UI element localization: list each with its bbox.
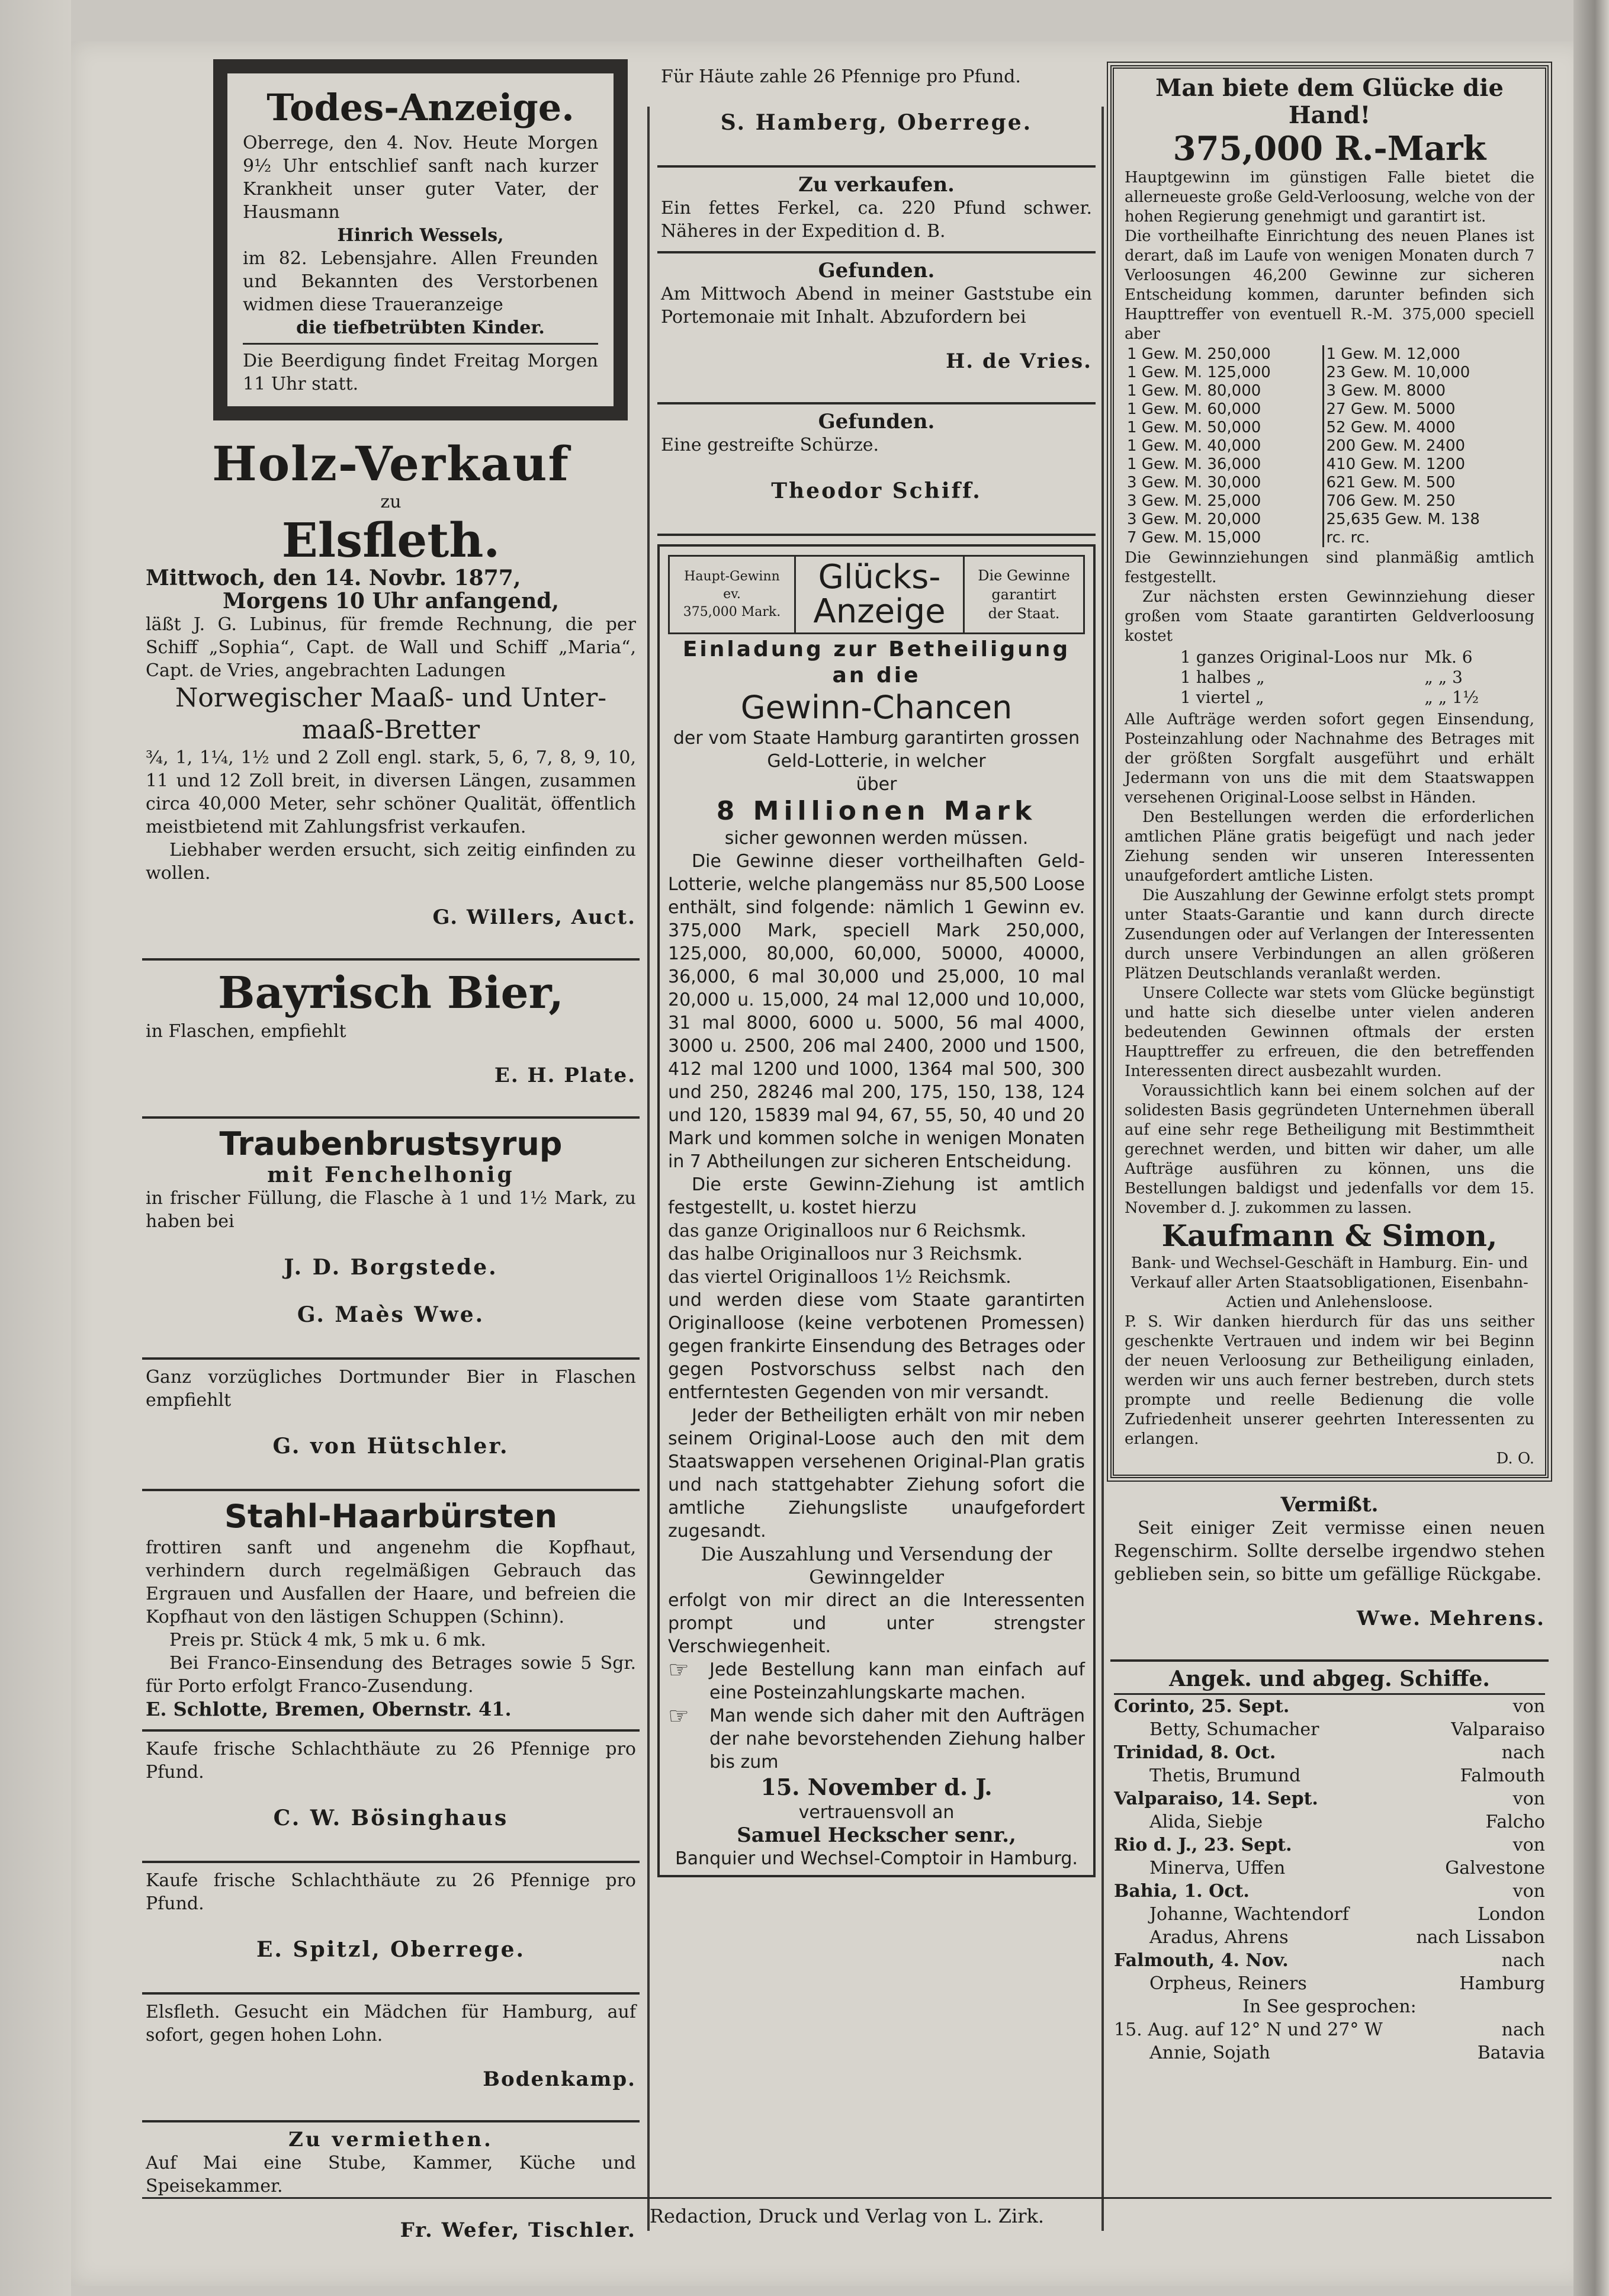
lotto-note bbox=[668, 1704, 1085, 1774]
ship-port: Falmouth, 4. Nov. bbox=[1114, 1950, 1289, 1971]
prize-row bbox=[1125, 492, 1534, 510]
ad-vermisst bbox=[1110, 1488, 1549, 1662]
lotto-header-title bbox=[796, 557, 965, 632]
ad-body: Voraussichtlich kann bei einem solchen auf der solidesten Basis gegründeten Unternehmen überall auf eine sehr rege Betheiligung mit Bestimmtheit gerechnet werden, und bitten wir daher, um alle Aufträge ausführen zu können, uns die Bestellungen baldigst und jedenfalls vor dem 15. November d. J. zukommen zu lassen. bbox=[1125, 1082, 1534, 1217]
cost-cell: 1 ganzes Original-Loos nur bbox=[1180, 647, 1408, 667]
lotto-price: das viertel Originalloos 1½ Reichsmk. bbox=[668, 1267, 1011, 1287]
prize-cell: 27 Gew. M. 5000 bbox=[1326, 400, 1456, 418]
ad-gefunden-portemonaie bbox=[657, 253, 1096, 404]
ad-signature: Kaufmann & Simon, bbox=[1161, 1218, 1498, 1253]
ad-title: Stahl-Haarbürsten bbox=[224, 1498, 557, 1535]
lotto-heading: Die Auszahlung und Versendung der Gewinngelder bbox=[701, 1543, 1052, 1588]
ship-name: Orpheus, Reiners bbox=[1149, 1973, 1307, 1994]
lotto-chances: Gewinn-Chancen bbox=[740, 689, 1013, 726]
ships-entries bbox=[1114, 1695, 1545, 1995]
lotto-header-right bbox=[965, 557, 1083, 632]
ship-entry bbox=[1114, 1718, 1545, 1741]
pointing-hand-icon: ☞ bbox=[668, 1703, 689, 1730]
prize-row bbox=[1125, 437, 1534, 455]
ship-destination: Falcho bbox=[1485, 1812, 1545, 1832]
ad-gefunden-schuerze bbox=[657, 404, 1096, 536]
cost-cell: „ „ 3 bbox=[1424, 667, 1463, 687]
ship-port: Bahia, 1. Oct. bbox=[1114, 1881, 1250, 1902]
lotto-head-label: garantirt bbox=[991, 586, 1056, 603]
ship-port: Valparaiso, 14. Sept. bbox=[1114, 1788, 1318, 1809]
prize-cell: 23 Gew. M. 10,000 bbox=[1326, 364, 1470, 381]
prize-cell: rc. rc. bbox=[1326, 529, 1370, 547]
ships-seen-heading: In See gesprochen: bbox=[1242, 1996, 1417, 2017]
ad-signature: S. Hamberg, Oberrege. bbox=[720, 110, 1033, 135]
ad-body: Zur nächsten ersten Gewinnziehung dieser großen vom Staate garantirten Geldverloosung kostet bbox=[1125, 588, 1534, 645]
ship-direction: von bbox=[1512, 1788, 1545, 1809]
cost-row bbox=[1172, 647, 1487, 667]
ship-destination: London bbox=[1478, 1904, 1545, 1925]
prize-cell: 1 Gew. M. 12,000 bbox=[1326, 345, 1460, 363]
lotto-head-label: 375,000 Mark. bbox=[683, 605, 781, 619]
ships-title: Angek. und abgeg. Schiffe. bbox=[1114, 1668, 1545, 1695]
ad-maedchen-gesucht bbox=[142, 1995, 640, 2122]
ad-gluecks-anzeige bbox=[657, 544, 1096, 1877]
ad-signature: Fr. Wefer, Tischler. bbox=[400, 2218, 636, 2242]
ad-body: in frischer Füllung, die Flasche à 1 und 1½ Mark, zu haben bei bbox=[146, 1188, 636, 1232]
death-notice-funeral: Die Beerdigung findet Freitag Morgen 11 Uhr statt. bbox=[243, 351, 598, 394]
ad-body: Alle Aufträge werden sofort gegen Einsendung, Posteinzahlung oder Nachnahme des Betrages mit der größten Sorgfalt ausgeführt und erhält Jedermann von uns die mit dem Staatswappen versehenen Original-Loose selbst in Händen. bbox=[1125, 711, 1534, 807]
prize-cell: 52 Gew. M. 4000 bbox=[1326, 419, 1456, 436]
ad-ferkel bbox=[657, 168, 1096, 253]
ship-entry bbox=[1114, 2041, 1545, 2064]
lotto-price: das halbe Originalloos nur 3 Reichsmk. bbox=[668, 1244, 1023, 1264]
ad-title: Gefunden. bbox=[818, 259, 935, 282]
ad-kaufmann-simon bbox=[1110, 65, 1549, 1478]
ad-signature: Bodenkamp. bbox=[483, 2067, 636, 2091]
imprint-footer: Redaction, Druck und Verlag von L. Zirk. bbox=[142, 2197, 1552, 2227]
ship-name: Minerva, Uffen bbox=[1149, 1858, 1286, 1878]
ad-signature: E. H. Plate. bbox=[494, 1064, 636, 1087]
ad-amount: 375,000 R.-Mark bbox=[1173, 129, 1486, 168]
prize-cell: 1 Gew. M. 125,000 bbox=[1125, 364, 1323, 382]
ad-title: Vermißt. bbox=[1280, 1493, 1379, 1517]
prize-row bbox=[1125, 345, 1534, 364]
ship-port: Trinidad, 8. Oct. bbox=[1114, 1742, 1276, 1763]
column-2 bbox=[657, 59, 1096, 1877]
prize-cell: 3 Gew. M. 20,000 bbox=[1125, 510, 1323, 529]
column-rule bbox=[647, 107, 650, 2231]
ad-title: Traubenbrustsyrup bbox=[219, 1125, 563, 1163]
ship-entry bbox=[1114, 1857, 1545, 1880]
ad-time: Morgens 10 Uhr anfangend, bbox=[222, 589, 560, 614]
lotto-header-left bbox=[670, 557, 796, 632]
ad-body: Seit einiger Zeit vermisse einen neuen Regenschirm. Sollte derselbe irgendwo stehen geblieben sein, so bitte um gefällige Rückgabe. bbox=[1114, 1518, 1545, 1585]
prize-cell: 3 Gew. M. 25,000 bbox=[1125, 492, 1323, 510]
ad-zu: zu bbox=[380, 492, 402, 512]
ship-destination: Hamburg bbox=[1459, 1973, 1545, 1994]
prize-row bbox=[1125, 400, 1534, 419]
ad-signature-sub: Bank- und Wechsel-Geschäft in Hamburg. Ein- und Verkauf aller Arten Staatsobligationen, Eisenbahn-Actien und Anlehensloose. bbox=[1131, 1254, 1528, 1311]
ad-body: Unsere Collecte war stets vom Glücke begünstigt und hatte sich dieselbe unter vielen anderen bedeutenden Gewinnen oftmals der ersten Haupttreffer zu erfreuen, die den betreffenden Interessenten direct ausbezahlt wurden. bbox=[1125, 984, 1534, 1080]
ad-body2: Bei Franco-Einsendung des Betrages sowie 5 Sgr. für Porto erfolgt Franco-Zusendung. bbox=[146, 1653, 636, 1697]
prize-cell: 1 Gew. M. 36,000 bbox=[1125, 455, 1323, 474]
death-notice-title: Todes-Anzeige. bbox=[266, 86, 574, 129]
cost-row bbox=[1172, 667, 1487, 688]
prize-cell: 3 Gew. M. 8000 bbox=[1326, 382, 1446, 400]
prize-cell: 621 Gew. M. 500 bbox=[1326, 474, 1456, 492]
death-notice bbox=[213, 59, 628, 420]
ship-entry bbox=[1114, 1741, 1545, 1764]
ad-title: Zu verkaufen. bbox=[798, 173, 955, 197]
lotto-head-label: der Staat. bbox=[988, 605, 1060, 622]
death-notice-body2: im 82. Lebensjahre. Allen Freunden und Bekannten des Verstorbenen widmen diese Traueranzeige bbox=[243, 248, 598, 315]
prize-cell: 1 Gew. M. 250,000 bbox=[1125, 345, 1323, 364]
ship-direction: von bbox=[1512, 1881, 1545, 1902]
ad-body: Eine gestreifte Schürze. bbox=[661, 435, 879, 455]
ad-body: Ganz vorzügliches Dortmunder Bier in Flaschen empfiehlt bbox=[146, 1367, 636, 1411]
lotto-head-label: Haupt-Gewinn bbox=[684, 569, 780, 584]
ad-body: Den Bestellungen werden die erforderlichen amtlichen Pläne gratis beigefügt und nach jeder Ziehung senden wir unseren Interessenten unaufgefordert amtliche Listen. bbox=[1125, 808, 1534, 885]
column-3 bbox=[1110, 59, 1549, 2073]
ship-destination: Galvestone bbox=[1445, 1858, 1545, 1878]
ship-entry bbox=[1114, 1695, 1545, 1718]
ad-signature: E. Schlotte, Bremen, Obernstr. 41. bbox=[146, 1698, 512, 1720]
lotto-millions: 8 Millionen Mark bbox=[716, 796, 1037, 826]
ad-date: Mittwoch, den 14. Novbr. 1877, bbox=[146, 566, 521, 590]
prize-cell: 410 Gew. M. 1200 bbox=[1326, 455, 1466, 473]
ship-name: Johanne, Wachtendorf bbox=[1149, 1904, 1349, 1925]
ad-body: frottiren sanft und angenehm die Kopfhaut, verhindern durch regelmäßigen Gebrauch das Ergrauen und Ausfallen der Haare, und befreien die Kopfhaut von den lästigen Schuppen (Schinn). bbox=[146, 1537, 636, 1627]
ad-title: Bayrisch Bier, bbox=[218, 968, 564, 1019]
lotto-price: das ganze Originalloos nur 6 Reichsmk. bbox=[668, 1221, 1027, 1241]
ad-title: Gefunden. bbox=[818, 410, 935, 433]
page-gutter bbox=[0, 0, 71, 2296]
ad-body: läßt J. G. Lubinus, für fremde Rechnung, die per Schiff „Sophia“, Capt. de Wall und Schiff „Maria“, Capt. de Vries, angebrachten Ladungen bbox=[146, 614, 636, 681]
prize-cell: 1 Gew. M. 50,000 bbox=[1125, 419, 1323, 437]
ad-body: Kaufe frische Schlachthäute zu 26 Pfennige pro Pfund. bbox=[146, 1739, 636, 1783]
ad-body: Kaufe frische Schlachthäute zu 26 Pfennige pro Pfund. bbox=[146, 1870, 636, 1914]
lotto-title-line: Anzeige bbox=[813, 592, 946, 631]
prize-cell: 1 Gew. M. 80,000 bbox=[1125, 382, 1323, 400]
ad-signature: Theodor Schiff. bbox=[771, 479, 982, 503]
ship-name: Aradus, Ahrens bbox=[1149, 1927, 1289, 1948]
ad-signature: H. de Vries. bbox=[946, 349, 1092, 373]
lotto-signature-sub: Banquier und Wechsel-Comptoir in Hamburg. bbox=[675, 1848, 1078, 1869]
lotto-header bbox=[668, 555, 1085, 634]
lotto-body: der vom Staate Hamburg garantirten grossen Geld-Lotterie, in welcher bbox=[673, 728, 1080, 772]
lotto-note bbox=[668, 1658, 1085, 1704]
cost-cell: 1 viertel „ bbox=[1180, 688, 1264, 707]
ad-signature: C. W. Bösinghaus bbox=[273, 1806, 509, 1831]
ship-port: Corinto, 25. Sept. bbox=[1114, 1696, 1290, 1717]
column-rule bbox=[1101, 107, 1104, 2231]
ship-destination: Valparaiso bbox=[1451, 1719, 1545, 1740]
lotto-head-label: Die Gewinne bbox=[978, 567, 1070, 584]
ship-direction: von bbox=[1512, 1835, 1545, 1855]
lotto-body: vertrauensvoll an bbox=[798, 1802, 955, 1823]
ad-haeute bbox=[657, 59, 1096, 168]
ad-place: Elsfleth. bbox=[281, 512, 500, 568]
lotto-body: und werden diese vom Staate garantirten Originalloose (keine verbotenen Promessen) gegen frankirte Einsendung des Betrages oder gegen Postvorschuss selbst nach den entferntesten Gegenden von mir versandt. bbox=[668, 1290, 1085, 1403]
ad-signature: Wwe. Mehrens. bbox=[1357, 1607, 1545, 1630]
ad-stahl-haarbuersten bbox=[142, 1491, 640, 1732]
ad-postscript-sig: D. O. bbox=[1496, 1450, 1534, 1467]
ad-schlachthaeute-1 bbox=[142, 1732, 640, 1863]
prize-cell: 1 Gew. M. 60,000 bbox=[1125, 400, 1323, 419]
ad-holz-verkauf bbox=[142, 431, 640, 961]
ad-body: Ein fettes Ferkel, ca. 220 Pfund schwer. Näheres in der Expedition d. B. bbox=[661, 198, 1092, 242]
cost-cell: 1 halbes „ bbox=[1180, 667, 1265, 687]
prize-row bbox=[1125, 474, 1534, 492]
ad-signature: G. Maès Wwe. bbox=[297, 1302, 485, 1327]
ship-entry bbox=[1114, 1926, 1545, 1949]
ad-body: in Flaschen, empfiehlt bbox=[146, 1021, 346, 1042]
lotto-note-text: Man wende sich daher mit den Aufträgen der nahe bevorstehenden Ziehung halber bis zum bbox=[709, 1706, 1085, 1772]
lotto-invite: Einladung zur Betheiligung an die bbox=[682, 637, 1071, 688]
lotto-title-line: Glücks- bbox=[818, 558, 941, 596]
prize-cell: 200 Gew. M. 2400 bbox=[1326, 437, 1466, 455]
prize-row bbox=[1125, 382, 1534, 400]
prize-row bbox=[1125, 455, 1534, 474]
ship-entry bbox=[1114, 1764, 1545, 1787]
ship-name: Annie, Sojath bbox=[1149, 2043, 1270, 2063]
ship-name: Betty, Schumacher bbox=[1149, 1719, 1319, 1740]
ad-body: Hauptgewinn im günstigen Falle bietet die allerneueste große Geld-Verloosung, welche von der hohen Regierung genehmigt und garantirt ist. bbox=[1125, 169, 1534, 226]
ship-destination: Falmouth bbox=[1460, 1765, 1545, 1786]
lotto-body: Jeder der Betheiligten erhält von mir neben seinem Original-Loose auch den mit dem Staatswappen versehenen Original-Plan gratis und nach stattgehabter Ziehung sofort die amtliche Ziehungsliste unaufgefordert zugesandt. bbox=[668, 1405, 1085, 1542]
ad-subtitle: mit Fenchelhonig bbox=[267, 1163, 515, 1187]
ad-body: Auf Mai eine Stube, Kammer, Küche und Speisekammer. bbox=[146, 2153, 636, 2197]
ship-entry bbox=[1114, 1972, 1545, 1995]
prize-row bbox=[1125, 419, 1534, 437]
ship-entry bbox=[1114, 1810, 1545, 1833]
ship-name: Thetis, Brumund bbox=[1149, 1765, 1301, 1786]
ship-entry bbox=[1114, 1903, 1545, 1926]
ad-dortmunder-bier bbox=[142, 1360, 640, 1491]
prize-row bbox=[1125, 364, 1534, 382]
ad-postscript: P. S. Wir danken hierdurch für das uns seither geschenkte Vertrauen und indem wir bei Beginn der neuen Verloosung zur Betheiligung einladen, werden wir uns auch ferner bestreben, durch stets prompte und reelle Bedienung die volle Zufriedenheit unserer geehrten Interessenten zu erlangen. bbox=[1125, 1313, 1534, 1448]
cost-table bbox=[1172, 647, 1487, 708]
death-notice-body: Oberrege, den 4. Nov. Heute Morgen 9½ Uhr entschlief sanft nach kurzer Krankheit unser guter Vater, der Hausmann bbox=[243, 133, 598, 223]
ad-bayrisch-bier bbox=[142, 961, 640, 1119]
ad-signature: J. D. Borgstede. bbox=[284, 1255, 498, 1280]
pointing-hand-icon: ☞ bbox=[668, 1656, 689, 1684]
ad-body: Elsfleth. Gesucht ein Mädchen für Hamburg, auf sofort, gegen hohen Lohn. bbox=[146, 2002, 636, 2045]
prize-row bbox=[1125, 529, 1534, 547]
prize-table bbox=[1125, 345, 1534, 547]
ship-seen-line: 15. Aug. auf 12° N und 27° W bbox=[1114, 2019, 1383, 2040]
ship-destination: nach Lissabon bbox=[1416, 1927, 1545, 1948]
cost-cell: Mk. 6 bbox=[1424, 647, 1473, 667]
ad-heading: Norwegischer Maaß- und Unter-maaß-Bretter bbox=[175, 683, 607, 745]
lotto-signature: Samuel Heckscher senr., bbox=[737, 1823, 1016, 1847]
page-edge bbox=[1573, 0, 1609, 2296]
ad-traubenbrustsyrup bbox=[142, 1119, 640, 1360]
ad-title: Zu vermiethen. bbox=[288, 2128, 493, 2152]
death-notice-signature: die tiefbetrübten Kinder. bbox=[243, 316, 598, 345]
lotto-ueber: über bbox=[856, 774, 897, 795]
ship-direction: nach bbox=[1501, 1742, 1545, 1763]
ship-destination: Batavia bbox=[1477, 2043, 1545, 2063]
lotto-body: Die erste Gewinn-Ziehung ist amtlich festgestellt, u. kostet hierzu bbox=[668, 1174, 1085, 1218]
ad-body2: ¾, 1, 1¼, 1½ und 2 Zoll engl. stark, 5, 6, 7, 8, 9, 10, 11 und 12 Zoll breit, in diversen Längen, zusammen circa 40,000 Meter, sehr schöner Qualität, öffentlich meistbietend mit Zahlungsfrist verkaufen. bbox=[146, 747, 636, 837]
ad-signature: G. Willers, Auct. bbox=[432, 905, 636, 929]
ship-direction: von bbox=[1512, 1696, 1545, 1717]
ad-body: Am Mittwoch Abend in meiner Gaststube ein Portemonaie mit Inhalt. Abzufordern bei bbox=[661, 284, 1092, 327]
column-1 bbox=[142, 59, 640, 2271]
prize-cell: 706 Gew. M. 250 bbox=[1326, 492, 1456, 510]
ad-title: Man biete dem Glücke die Hand! bbox=[1155, 74, 1504, 129]
ship-direction: nach bbox=[1501, 1950, 1545, 1971]
lotto-head-label: ev. bbox=[723, 587, 741, 602]
ad-schlachthaeute-2 bbox=[142, 1863, 640, 1995]
ships-list bbox=[1110, 1662, 1549, 2073]
cost-cell: „ „ 1½ bbox=[1424, 688, 1479, 707]
ship-entry bbox=[1114, 1787, 1545, 1810]
death-notice-name: Hinrich Wessels, bbox=[337, 225, 504, 246]
prize-cell: 3 Gew. M. 30,000 bbox=[1125, 474, 1323, 492]
prize-cell: 7 Gew. M. 15,000 bbox=[1125, 529, 1323, 547]
ship-port: Rio d. J., 23. Sept. bbox=[1114, 1835, 1292, 1855]
ship-entry bbox=[1114, 1949, 1545, 1972]
ad-body: Die Gewinnziehungen sind planmäßig amtlich festgestellt. bbox=[1125, 549, 1534, 586]
ad-title: Holz-Verkauf bbox=[212, 436, 570, 492]
lotto-body: Die Gewinne dieser vortheilhaften Geld-Lotterie, welche plangemäss nur 85,500 Loose enthält, sind folgende: nämlich 1 Gewinn ev. 375,000 Mark, speciell Mark 250,000, 125,000, 80,000, 60,000, 50000, 40000, 36,000, 6 mal 30,000 und 25,000, 10 mal 20,000 u. 15,000, 24 mal 12,000 und 10,000, 31 mal 8000, 6000 u. 5000, 56 mal 4000, 3000 u. 2500, 206 mal 2400, 2000 und 1500, 412 mal 1200 und 1000, 1364 mal 500, 300 und 250, 28246 mal 200, 175, 150, 138, 124 und 120, 15839 mal 94, 67, 55, 50, 40 und 20 Mark und kommen solche in wenigen Monaten in 7 Abtheilungen zur sicheren Entscheidung. bbox=[668, 851, 1085, 1172]
ship-entry bbox=[1114, 2018, 1545, 2041]
ad-body: Die Auszahlung der Gewinne erfolgt stets prompt unter Staats-Garantie und kann durch directe Zusendungen oder auf Verlangen der Interessenten durch unsere Verbindungen an allen größeren Plätzen Deutschlands veranlaßt werden. bbox=[1125, 887, 1534, 982]
ad-signature: G. von Hütschler. bbox=[272, 1434, 509, 1459]
lotto-body: erfolgt von mir direct an die Interessenten prompt und unter strengster Verschwiegenheit. bbox=[668, 1590, 1085, 1657]
ad-body: Für Häute zahle 26 Pfennige pro Pfund. bbox=[661, 66, 1021, 87]
ship-direction: nach bbox=[1501, 2019, 1545, 2040]
ad-body: Die vortheilhafte Einrichtung des neuen Planes ist derart, daß im Laufe von wenigen Monaten durch 7 Verloosungen 46,200 Gewinne zur sicheren Entscheidung kommen, darunter befinden sich Haupttreffer von eventuell R.-M. 375,000 speciell aber bbox=[1125, 227, 1534, 343]
lotto-date: 15. November d. J. bbox=[760, 1774, 993, 1800]
ship-name: Alida, Siebje bbox=[1149, 1812, 1263, 1832]
ship-entry bbox=[1114, 1833, 1545, 1857]
ad-signature: E. Spitzl, Oberrege. bbox=[256, 1937, 526, 1962]
ad-price: Preis pr. Stück 4 mk, 5 mk u. 6 mk. bbox=[169, 1630, 486, 1650]
lotto-note-text: Jede Bestellung kann man einfach auf eine Posteinzahlungskarte machen. bbox=[709, 1659, 1085, 1703]
prize-row bbox=[1125, 510, 1534, 529]
prize-cell: 1 Gew. M. 40,000 bbox=[1125, 437, 1323, 455]
ship-entry bbox=[1114, 1880, 1545, 1903]
ad-body3: Liebhaber werden ersucht, sich zeitig einfinden zu wollen. bbox=[146, 840, 636, 884]
cost-row bbox=[1172, 688, 1487, 708]
prize-cell: 25,635 Gew. M. 138 bbox=[1326, 510, 1480, 528]
lotto-body: sicher gewonnen werden müssen. bbox=[724, 828, 1029, 849]
